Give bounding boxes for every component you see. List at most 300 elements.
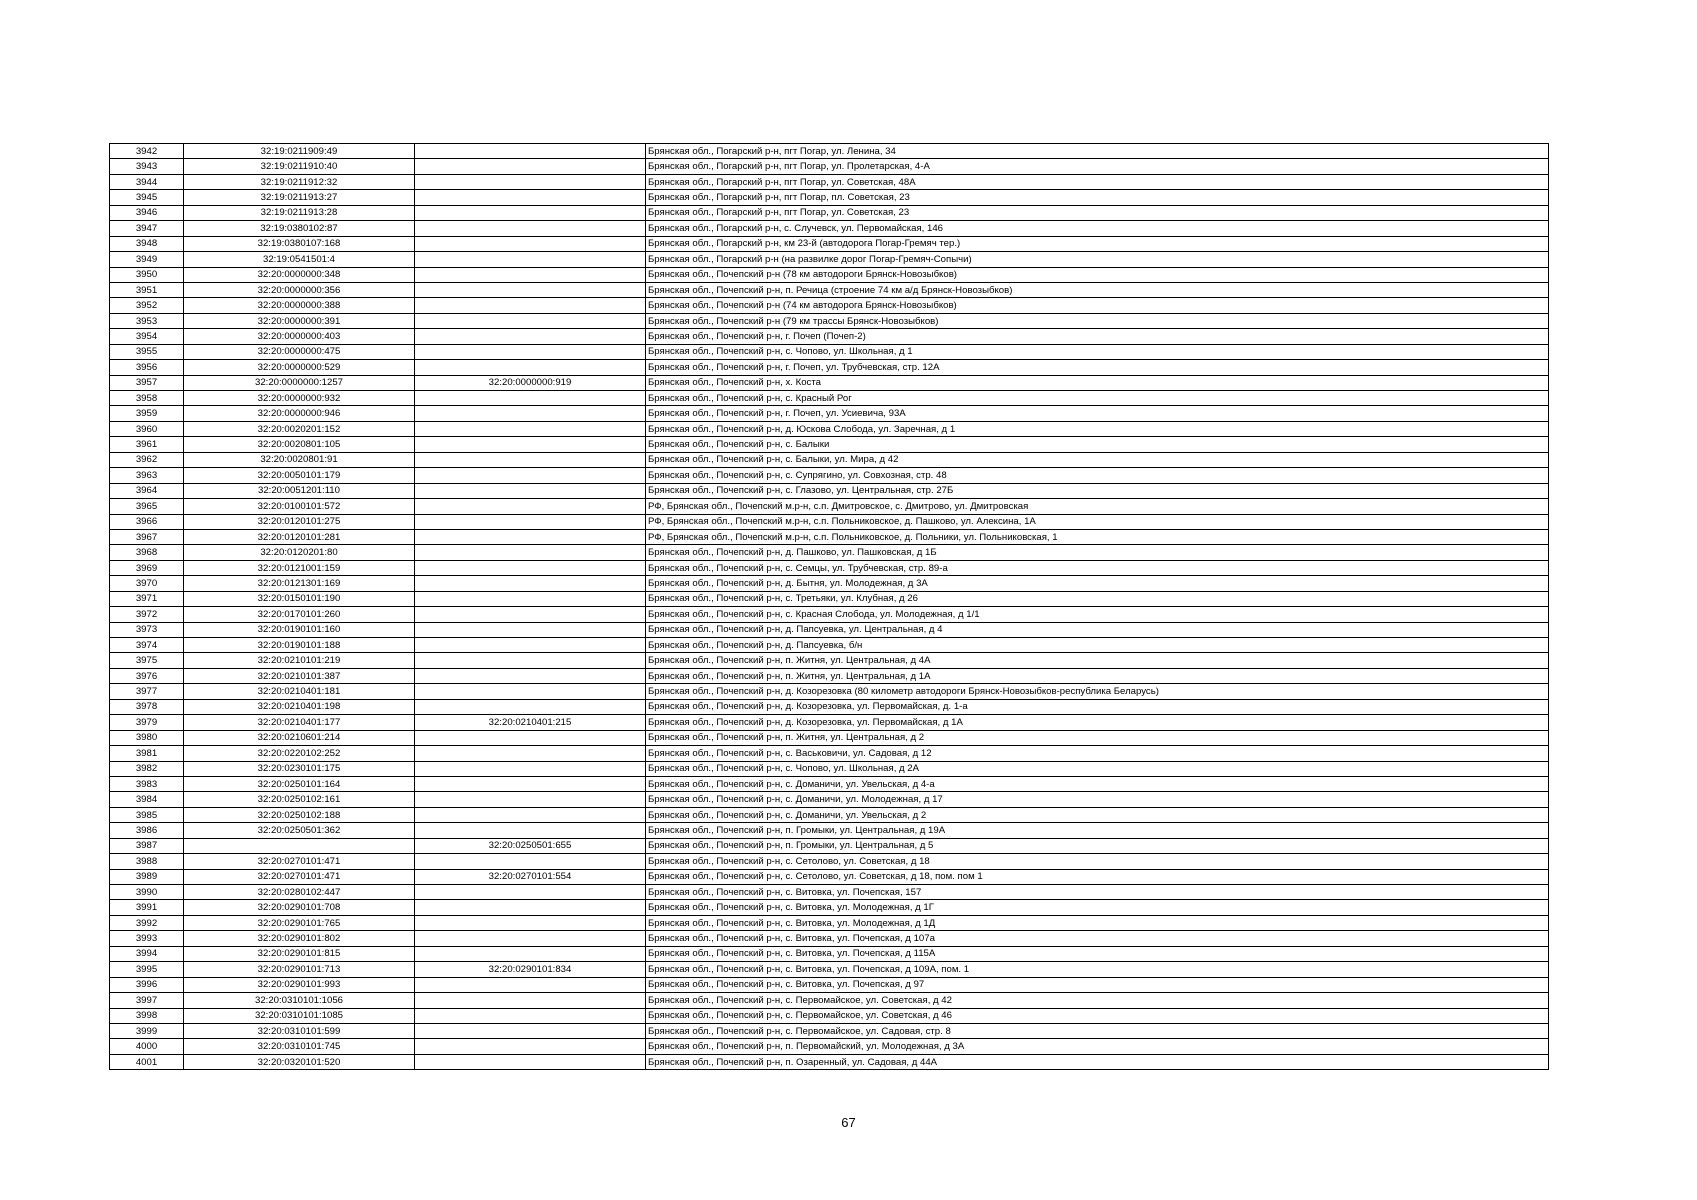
address-cell: Брянская обл., Почепский р-н, с. Сетолово, ул. Советская, д 18 <box>646 854 1549 869</box>
address-cell: Брянская обл., Почепский р-н, г. Почеп, ул. Трубчевская, стр. 12А <box>646 360 1549 375</box>
cadastral-number-cell: 32:20:0250102:188 <box>184 807 415 822</box>
table-row <box>110 190 1549 205</box>
related-cadastral-number-cell <box>415 560 646 575</box>
related-cadastral-number-cell <box>415 236 646 251</box>
property-table-body <box>110 144 1549 1070</box>
related-cadastral-number-cell <box>415 282 646 297</box>
related-cadastral-number-cell <box>415 622 646 637</box>
cadastral-number-cell: 32:20:0020801:105 <box>184 437 415 452</box>
related-cadastral-number-cell <box>415 900 646 915</box>
table-row <box>110 746 1549 761</box>
row-number-cell: 3942 <box>110 144 184 159</box>
cadastral-number-cell: 32:19:0380107:168 <box>184 236 415 251</box>
related-cadastral-number-cell <box>415 653 646 668</box>
address-cell: Брянская обл., Почепский р-н, с. Супрягино, ул. Совхозная, стр. 48 <box>646 468 1549 483</box>
address-cell: Брянская обл., Почепский р-н, д. Бытня, ул. Молодежная, д 3А <box>646 576 1549 591</box>
table-row <box>110 838 1549 853</box>
table-row <box>110 668 1549 683</box>
cadastral-number-cell: 32:20:0020801:91 <box>184 452 415 467</box>
table-row <box>110 869 1549 884</box>
cadastral-number-cell: 32:20:0210401:181 <box>184 684 415 699</box>
table-row <box>110 576 1549 591</box>
table-row <box>110 1039 1549 1054</box>
cadastral-number-cell: 32:20:0310101:1085 <box>184 1008 415 1023</box>
address-cell: Брянская обл., Почепский р-н, д. Козорезовка, ул. Первомайская, д 1А <box>646 715 1549 730</box>
cadastral-number-cell: 32:20:0290101:713 <box>184 962 415 977</box>
table-row <box>110 1054 1549 1069</box>
address-cell: Брянская обл., Почепский р-н, с. Доманичи, ул. Молодежная, д 17 <box>646 792 1549 807</box>
table-row <box>110 159 1549 174</box>
address-cell: Брянская обл., Погарский р-н (на развилке дорог Погар-Гремяч-Сопычи) <box>646 252 1549 267</box>
related-cadastral-number-cell <box>415 576 646 591</box>
cadastral-number-cell: 32:20:0150101:190 <box>184 591 415 606</box>
row-number-cell: 3971 <box>110 591 184 606</box>
cadastral-number-cell: 32:20:0250102:161 <box>184 792 415 807</box>
related-cadastral-number-cell <box>415 437 646 452</box>
row-number-cell: 3952 <box>110 298 184 313</box>
related-cadastral-number-cell <box>415 313 646 328</box>
row-number-cell: 3964 <box>110 483 184 498</box>
address-cell: Брянская обл., Почепский р-н, с. Чопово, ул. Школьная, д 2А <box>646 761 1549 776</box>
table-row <box>110 946 1549 961</box>
row-number-cell: 3959 <box>110 406 184 421</box>
address-cell: Брянская обл., Почепский р-н, д. Папсуевка, ул. Центральная, д 4 <box>646 622 1549 637</box>
row-number-cell: 3983 <box>110 776 184 791</box>
cadastral-number-cell: 32:20:0280102:447 <box>184 885 415 900</box>
related-cadastral-number-cell <box>415 267 646 282</box>
row-number-cell: 3995 <box>110 962 184 977</box>
related-cadastral-number-cell: 32:20:0290101:834 <box>415 962 646 977</box>
address-cell: Брянская обл., Погарский р-н, с. Случевск, ул. Первомайская, 146 <box>646 221 1549 236</box>
address-cell: Брянская обл., Почепский р-н, п. Житня, ул. Центральная, д 1А <box>646 668 1549 683</box>
address-cell: Брянская обл., Почепский р-н, с. Витовка, ул. Молодежная, д 1Г <box>646 900 1549 915</box>
cadastral-number-cell: 32:20:0290101:993 <box>184 977 415 992</box>
row-number-cell: 3989 <box>110 869 184 884</box>
address-cell: Брянская обл., Почепский р-н, п. Громыки, ул. Центральная, д 5 <box>646 838 1549 853</box>
cadastral-number-cell: 32:20:0121301:169 <box>184 576 415 591</box>
table-row <box>110 483 1549 498</box>
row-number-cell: 3956 <box>110 360 184 375</box>
related-cadastral-number-cell <box>415 1023 646 1038</box>
address-cell: Брянская обл., Почепский р-н, с. Витовка, ул. Почепская, д 107а <box>646 931 1549 946</box>
row-number-cell: 3977 <box>110 684 184 699</box>
row-number-cell: 3968 <box>110 545 184 560</box>
cadastral-number-cell: 32:20:0000000:403 <box>184 329 415 344</box>
address-cell: Брянская обл., Почепский р-н, д. Козорезовка (80 километр автодороги Брянск-Новозыбков-республика Беларусь) <box>646 684 1549 699</box>
cadastral-number-cell: 32:20:0000000:946 <box>184 406 415 421</box>
table-row <box>110 854 1549 869</box>
related-cadastral-number-cell <box>415 205 646 220</box>
address-cell: Брянская обл., Почепский р-н, с. Первомайское, ул. Садовая, стр. 8 <box>646 1023 1549 1038</box>
table-row <box>110 329 1549 344</box>
cadastral-number-cell: 32:20:0020201:152 <box>184 421 415 436</box>
table-row <box>110 977 1549 992</box>
related-cadastral-number-cell <box>415 668 646 683</box>
related-cadastral-number-cell <box>415 298 646 313</box>
table-row <box>110 144 1549 159</box>
address-cell: Брянская обл., Погарский р-н, км 23-й (автодорога Погар-Гремяч тер.) <box>646 236 1549 251</box>
address-cell: Брянская обл., Почепский р-н, с. Витовка, ул. Молодежная, д 1Д <box>646 915 1549 930</box>
row-number-cell: 3986 <box>110 823 184 838</box>
related-cadastral-number-cell <box>415 483 646 498</box>
table-row <box>110 715 1549 730</box>
cadastral-number-cell: 32:20:0290101:815 <box>184 946 415 961</box>
row-number-cell: 3963 <box>110 468 184 483</box>
address-cell: Брянская обл., Погарский р-н, пгт Погар, ул. Советская, 23 <box>646 205 1549 220</box>
cadastral-number-cell: 32:20:0210401:198 <box>184 699 415 714</box>
related-cadastral-number-cell <box>415 529 646 544</box>
row-number-cell: 3960 <box>110 421 184 436</box>
cadastral-number-cell: 32:20:0290101:765 <box>184 915 415 930</box>
address-cell: Брянская обл., Почепский р-н, с. Сетолово, ул. Советская, д 18, пом. пом 1 <box>646 869 1549 884</box>
table-row <box>110 638 1549 653</box>
row-number-cell: 3985 <box>110 807 184 822</box>
table-row <box>110 560 1549 575</box>
row-number-cell: 3979 <box>110 715 184 730</box>
cadastral-number-cell: 32:20:0000000:475 <box>184 344 415 359</box>
cadastral-number-cell: 32:20:0190101:188 <box>184 638 415 653</box>
table-row <box>110 545 1549 560</box>
cadastral-number-cell: 32:20:0290101:708 <box>184 900 415 915</box>
related-cadastral-number-cell <box>415 730 646 745</box>
table-row <box>110 313 1549 328</box>
cadastral-number-cell: 32:20:0210101:387 <box>184 668 415 683</box>
related-cadastral-number-cell <box>415 792 646 807</box>
related-cadastral-number-cell <box>415 885 646 900</box>
row-number-cell: 3991 <box>110 900 184 915</box>
related-cadastral-number-cell <box>415 807 646 822</box>
row-number-cell: 3945 <box>110 190 184 205</box>
address-cell: Брянская обл., Почепский р-н, п. Речица (строение 74 км а/д Брянск-Новозыбков) <box>646 282 1549 297</box>
cadastral-number-cell: 32:20:0000000:529 <box>184 360 415 375</box>
row-number-cell: 3967 <box>110 529 184 544</box>
table-row <box>110 344 1549 359</box>
row-number-cell: 3987 <box>110 838 184 853</box>
related-cadastral-number-cell: 32:20:0210401:215 <box>415 715 646 730</box>
related-cadastral-number-cell <box>415 190 646 205</box>
row-number-cell: 3992 <box>110 915 184 930</box>
table-row <box>110 499 1549 514</box>
cadastral-number-cell: 32:20:0000000:356 <box>184 282 415 297</box>
address-cell: Брянская обл., Почепский р-н (79 км трассы Брянск-Новозыбков) <box>646 313 1549 328</box>
address-cell: Брянская обл., Почепский р-н, п. Первомайский, ул. Молодежная, д 3А <box>646 1039 1549 1054</box>
cadastral-number-cell: 32:20:0120201:80 <box>184 545 415 560</box>
row-number-cell: 3980 <box>110 730 184 745</box>
address-cell: Брянская обл., Погарский р-н, пгт Погар, пл. Советская, 23 <box>646 190 1549 205</box>
table-row <box>110 406 1549 421</box>
related-cadastral-number-cell <box>415 607 646 622</box>
related-cadastral-number-cell <box>415 776 646 791</box>
table-row <box>110 282 1549 297</box>
cadastral-number-cell: 32:20:0230101:175 <box>184 761 415 776</box>
row-number-cell: 3975 <box>110 653 184 668</box>
table-row <box>110 653 1549 668</box>
cadastral-number-cell: 32:20:0250101:164 <box>184 776 415 791</box>
cadastral-number-cell: 32:19:0211912:32 <box>184 174 415 189</box>
table-row <box>110 792 1549 807</box>
cadastral-number-cell: 32:20:0210601:214 <box>184 730 415 745</box>
address-cell: Брянская обл., Почепский р-н, д. Юскова Слобода, ул. Заречная, д 1 <box>646 421 1549 436</box>
address-cell: Брянская обл., Почепский р-н, с. Витовка, ул. Почепская, д 115А <box>646 946 1549 961</box>
address-cell: Брянская обл., Почепский р-н, д. Пашково, ул. Пашковская, д 1Б <box>646 545 1549 560</box>
row-number-cell: 3966 <box>110 514 184 529</box>
row-number-cell: 3981 <box>110 746 184 761</box>
address-cell: Брянская обл., Почепский р-н, с. Витовка, ул. Почепская, д 97 <box>646 977 1549 992</box>
cadastral-number-cell: 32:20:0310101:745 <box>184 1039 415 1054</box>
address-cell: Брянская обл., Почепский р-н (78 км автодороги Брянск-Новозыбков) <box>646 267 1549 282</box>
row-number-cell: 3970 <box>110 576 184 591</box>
row-number-cell: 3950 <box>110 267 184 282</box>
row-number-cell: 3997 <box>110 993 184 1008</box>
table-row <box>110 236 1549 251</box>
cadastral-number-cell: 32:20:0310101:599 <box>184 1023 415 1038</box>
address-cell: РФ, Брянская обл., Почепский м.р-н, с.п. Польниковское, д. Польники, ул. Польниковская, 1 <box>646 529 1549 544</box>
related-cadastral-number-cell <box>415 761 646 776</box>
row-number-cell: 3996 <box>110 977 184 992</box>
row-number-cell: 3953 <box>110 313 184 328</box>
related-cadastral-number-cell: 32:20:0000000:919 <box>415 375 646 390</box>
address-cell: Брянская обл., Почепский р-н, с. Глазово, ул. Центральная, стр. 27Б <box>646 483 1549 498</box>
cadastral-number-cell <box>184 838 415 853</box>
related-cadastral-number-cell <box>415 514 646 529</box>
table-row <box>110 915 1549 930</box>
related-cadastral-number-cell: 32:20:0270101:554 <box>415 869 646 884</box>
table-row <box>110 1008 1549 1023</box>
address-cell: Брянская обл., Почепский р-н, х. Коста <box>646 375 1549 390</box>
cadastral-number-cell: 32:20:0320101:520 <box>184 1054 415 1069</box>
row-number-cell: 3972 <box>110 607 184 622</box>
table-row <box>110 761 1549 776</box>
row-number-cell: 3999 <box>110 1023 184 1038</box>
table-row <box>110 1023 1549 1038</box>
table-row <box>110 607 1549 622</box>
address-cell: Брянская обл., Почепский р-н, с. Третьяки, ул. Клубная, д 26 <box>646 591 1549 606</box>
cadastral-number-cell: 32:20:0121001:159 <box>184 560 415 575</box>
related-cadastral-number-cell <box>415 159 646 174</box>
cadastral-number-cell: 32:19:0380102:87 <box>184 221 415 236</box>
row-number-cell: 3947 <box>110 221 184 236</box>
row-number-cell: 3948 <box>110 236 184 251</box>
row-number-cell: 3988 <box>110 854 184 869</box>
table-row <box>110 221 1549 236</box>
address-cell: Брянская обл., Погарский р-н, пгт Погар, ул. Ленина, 34 <box>646 144 1549 159</box>
cadastral-number-cell: 32:19:0541501:4 <box>184 252 415 267</box>
related-cadastral-number-cell <box>415 591 646 606</box>
table-row <box>110 205 1549 220</box>
table-row <box>110 699 1549 714</box>
row-number-cell: 3946 <box>110 205 184 220</box>
address-cell: Брянская обл., Почепский р-н, с. Доманичи, ул. Увельская, д 2 <box>646 807 1549 822</box>
cadastral-number-cell: 32:20:0000000:391 <box>184 313 415 328</box>
table-row <box>110 421 1549 436</box>
address-cell: Брянская обл., Почепский р-н, с. Первомайское, ул. Советская, д 42 <box>646 993 1549 1008</box>
row-number-cell: 3957 <box>110 375 184 390</box>
address-cell: Брянская обл., Почепский р-н (74 км автодорога Брянск-Новозыбков) <box>646 298 1549 313</box>
related-cadastral-number-cell <box>415 406 646 421</box>
table-row <box>110 931 1549 946</box>
table-row <box>110 622 1549 637</box>
row-number-cell: 3993 <box>110 931 184 946</box>
row-number-cell: 3949 <box>110 252 184 267</box>
table-row <box>110 823 1549 838</box>
table-row <box>110 730 1549 745</box>
row-number-cell: 3973 <box>110 622 184 637</box>
table-row <box>110 529 1549 544</box>
related-cadastral-number-cell <box>415 699 646 714</box>
row-number-cell: 3962 <box>110 452 184 467</box>
cadastral-number-cell: 32:20:0170101:260 <box>184 607 415 622</box>
cadastral-number-cell: 32:20:0250501:362 <box>184 823 415 838</box>
address-cell: Брянская обл., Почепский р-н, п. Житня, ул. Центральная, д 4А <box>646 653 1549 668</box>
table-row <box>110 684 1549 699</box>
related-cadastral-number-cell <box>415 545 646 560</box>
cadastral-number-cell: 32:20:0190101:160 <box>184 622 415 637</box>
cadastral-number-cell: 32:20:0000000:388 <box>184 298 415 313</box>
cadastral-number-cell: 32:20:0270101:471 <box>184 869 415 884</box>
address-cell: Брянская обл., Почепский р-н, с. Витовка, ул. Почепская, д 109А, пом. 1 <box>646 962 1549 977</box>
address-cell: РФ, Брянская обл., Почепский м.р-н, с.п. Польниковское, д. Пашково, ул. Алексина, 1А <box>646 514 1549 529</box>
cadastral-number-cell: 32:20:0100101:572 <box>184 499 415 514</box>
row-number-cell: 3944 <box>110 174 184 189</box>
row-number-cell: 3955 <box>110 344 184 359</box>
table-row <box>110 885 1549 900</box>
related-cadastral-number-cell <box>415 344 646 359</box>
address-cell: Брянская обл., Почепский р-н, с. Витовка, ул. Почепская, 157 <box>646 885 1549 900</box>
address-cell: Брянская обл., Почепский р-н, с. Красная Слобода, ул. Молодежная, д 1/1 <box>646 607 1549 622</box>
row-number-cell: 3954 <box>110 329 184 344</box>
cadastral-number-cell: 32:20:0000000:932 <box>184 391 415 406</box>
row-number-cell: 3974 <box>110 638 184 653</box>
row-number-cell: 3965 <box>110 499 184 514</box>
related-cadastral-number-cell <box>415 329 646 344</box>
cadastral-number-cell: 32:20:0051201:110 <box>184 483 415 498</box>
row-number-cell: 3990 <box>110 885 184 900</box>
cadastral-number-cell: 32:20:0120101:275 <box>184 514 415 529</box>
address-cell: Брянская обл., Почепский р-н, с. Первомайское, ул. Советская, д 46 <box>646 1008 1549 1023</box>
row-number-cell: 3984 <box>110 792 184 807</box>
related-cadastral-number-cell <box>415 144 646 159</box>
related-cadastral-number-cell <box>415 174 646 189</box>
cadastral-number-cell: 32:19:0211909:49 <box>184 144 415 159</box>
related-cadastral-number-cell <box>415 391 646 406</box>
table-row <box>110 900 1549 915</box>
cadastral-number-cell: 32:20:0210101:219 <box>184 653 415 668</box>
table-row <box>110 252 1549 267</box>
related-cadastral-number-cell <box>415 499 646 514</box>
row-number-cell: 4001 <box>110 1054 184 1069</box>
table-row <box>110 391 1549 406</box>
cadastral-number-cell: 32:20:0210401:177 <box>184 715 415 730</box>
address-cell: Брянская обл., Почепский р-н, д. Козорезовка, ул. Первомайская, д. 1-а <box>646 699 1549 714</box>
related-cadastral-number-cell <box>415 746 646 761</box>
page-number: 67 <box>841 1115 856 1130</box>
address-cell: Брянская обл., Почепский р-н, с. Семцы, ул. Трубчевская, стр. 89-а <box>646 560 1549 575</box>
address-cell: Брянская обл., Почепский р-н, с. Балыки, ул. Мира, д 42 <box>646 452 1549 467</box>
row-number-cell: 3943 <box>110 159 184 174</box>
cadastral-number-cell: 32:20:0000000:348 <box>184 267 415 282</box>
address-cell: Брянская обл., Почепский р-н, с. Красный Рог <box>646 391 1549 406</box>
related-cadastral-number-cell: 32:20:0250501:655 <box>415 838 646 853</box>
cadastral-number-cell: 32:19:0211913:27 <box>184 190 415 205</box>
address-cell: Брянская обл., Почепский р-н, п. Озаренный, ул. Садовая, д 44А <box>646 1054 1549 1069</box>
related-cadastral-number-cell <box>415 1039 646 1054</box>
row-number-cell: 4000 <box>110 1039 184 1054</box>
row-number-cell: 3951 <box>110 282 184 297</box>
related-cadastral-number-cell <box>415 977 646 992</box>
address-cell: РФ, Брянская обл., Почепский м.р-н, с.п. Дмитровское, с. Дмитрово, ул. Дмитровская <box>646 499 1549 514</box>
row-number-cell: 3961 <box>110 437 184 452</box>
address-cell: Брянская обл., Погарский р-н, пгт Погар, ул. Пролетарская, 4-А <box>646 159 1549 174</box>
table-row <box>110 437 1549 452</box>
related-cadastral-number-cell <box>415 946 646 961</box>
related-cadastral-number-cell <box>415 684 646 699</box>
address-cell: Брянская обл., Почепский р-н, с. Васьковичи, ул. Садовая, д 12 <box>646 746 1549 761</box>
related-cadastral-number-cell <box>415 993 646 1008</box>
row-number-cell: 3982 <box>110 761 184 776</box>
table-row <box>110 807 1549 822</box>
table-row <box>110 776 1549 791</box>
related-cadastral-number-cell <box>415 468 646 483</box>
address-cell: Брянская обл., Почепский р-н, д. Папсуевка, б/н <box>646 638 1549 653</box>
table-row <box>110 993 1549 1008</box>
related-cadastral-number-cell <box>415 452 646 467</box>
cadastral-number-cell: 32:20:0000000:1257 <box>184 375 415 390</box>
address-cell: Брянская обл., Погарский р-н, пгт Погар, ул. Советская, 48А <box>646 174 1549 189</box>
related-cadastral-number-cell <box>415 915 646 930</box>
related-cadastral-number-cell <box>415 421 646 436</box>
table-row <box>110 452 1549 467</box>
row-number-cell: 3978 <box>110 699 184 714</box>
address-cell: Брянская обл., Почепский р-н, г. Почеп (Почеп-2) <box>646 329 1549 344</box>
table-row <box>110 174 1549 189</box>
related-cadastral-number-cell <box>415 360 646 375</box>
cadastral-number-cell: 32:20:0050101:179 <box>184 468 415 483</box>
property-table <box>109 143 1549 1070</box>
related-cadastral-number-cell <box>415 252 646 267</box>
table-row <box>110 298 1549 313</box>
row-number-cell: 3958 <box>110 391 184 406</box>
table-row <box>110 468 1549 483</box>
cadastral-number-cell: 32:20:0310101:1056 <box>184 993 415 1008</box>
address-cell: Брянская обл., Почепский р-н, п. Громыки, ул. Центральная, д 19А <box>646 823 1549 838</box>
table-row <box>110 375 1549 390</box>
row-number-cell: 3969 <box>110 560 184 575</box>
cadastral-number-cell: 32:20:0220102:252 <box>184 746 415 761</box>
row-number-cell: 3976 <box>110 668 184 683</box>
related-cadastral-number-cell <box>415 931 646 946</box>
table-row <box>110 267 1549 282</box>
related-cadastral-number-cell <box>415 1054 646 1069</box>
table-row <box>110 591 1549 606</box>
table-row <box>110 962 1549 977</box>
cadastral-number-cell: 32:20:0290101:802 <box>184 931 415 946</box>
address-cell: Брянская обл., Почепский р-н, с. Балыки <box>646 437 1549 452</box>
cadastral-number-cell: 32:19:0211913:28 <box>184 205 415 220</box>
related-cadastral-number-cell <box>415 638 646 653</box>
address-cell: Брянская обл., Почепский р-н, п. Житня, ул. Центральная, д 2 <box>646 730 1549 745</box>
row-number-cell: 3994 <box>110 946 184 961</box>
related-cadastral-number-cell <box>415 1008 646 1023</box>
address-cell: Брянская обл., Почепский р-н, с. Чопово, ул. Школьная, д 1 <box>646 344 1549 359</box>
table-row <box>110 514 1549 529</box>
address-cell: Брянская обл., Почепский р-н, с. Доманичи, ул. Увельская, д 4-а <box>646 776 1549 791</box>
cadastral-number-cell: 32:19:0211910:40 <box>184 159 415 174</box>
address-cell: Брянская обл., Почепский р-н, г. Почеп, ул. Усиевича, 93А <box>646 406 1549 421</box>
table-row <box>110 360 1549 375</box>
related-cadastral-number-cell <box>415 854 646 869</box>
row-number-cell: 3998 <box>110 1008 184 1023</box>
related-cadastral-number-cell <box>415 823 646 838</box>
